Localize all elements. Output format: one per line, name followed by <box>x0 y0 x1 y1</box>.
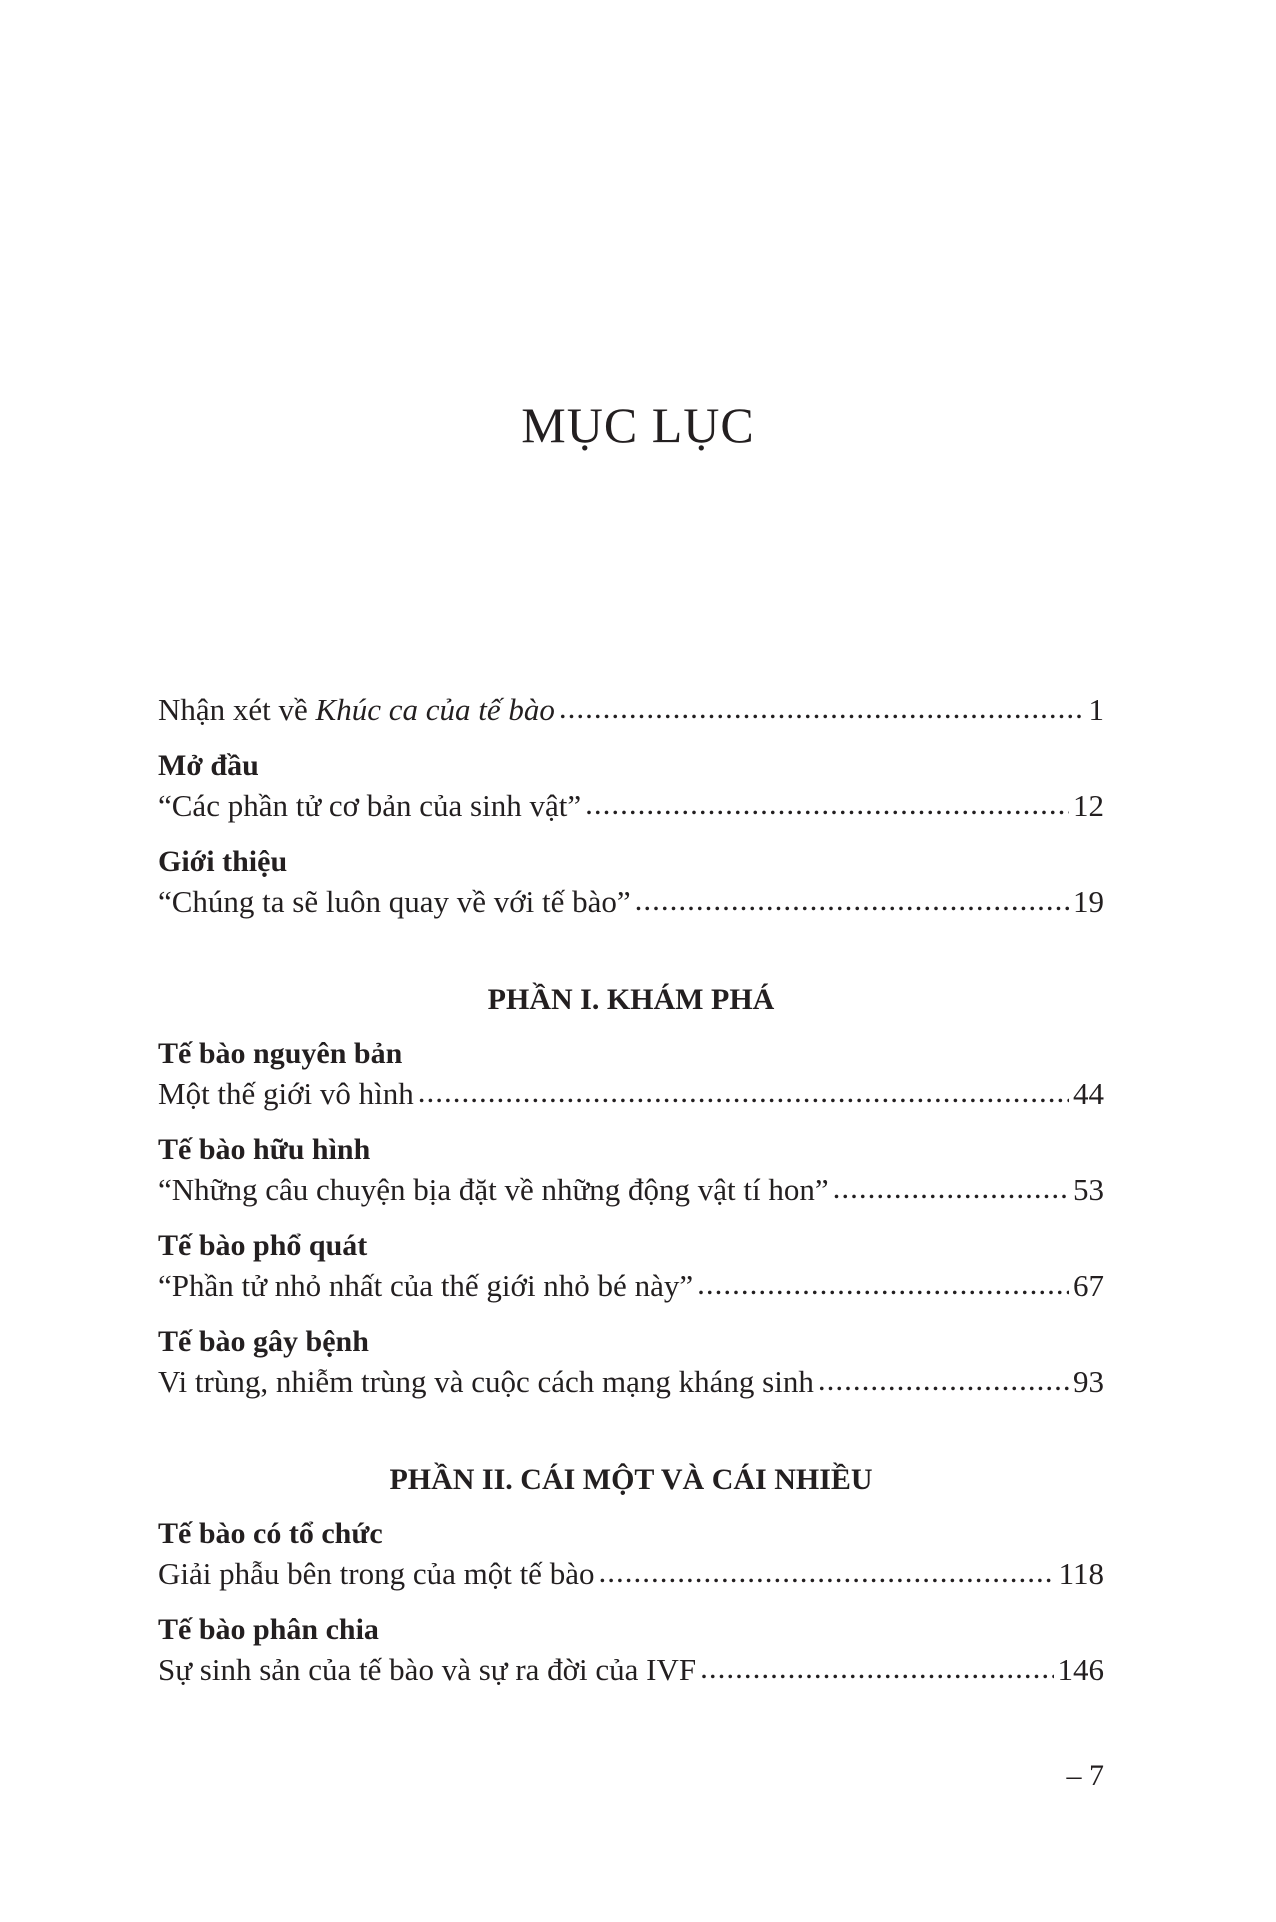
book-title-italic: Khúc ca của tế bào <box>315 692 555 727</box>
page-title: MỤC LỤC <box>521 397 755 453</box>
dot-leader <box>700 1648 1053 1688</box>
toc-entry[interactable] <box>158 1074 1104 1114</box>
page-number: – 7 <box>1066 1759 1104 1792</box>
dot-leader <box>418 1072 1069 1112</box>
toc-page-number: 1 <box>1088 692 1104 727</box>
toc-page-number: 118 <box>1058 1556 1104 1591</box>
dot-leader <box>598 1552 1054 1592</box>
toc-entry-text: “Phần tử nhỏ nhất của thế giới nhỏ bé này” <box>158 1268 694 1303</box>
toc-page-number: 93 <box>1073 1364 1104 1399</box>
toc-entry-gioi-thieu[interactable] <box>158 882 1104 922</box>
toc-entry-mo-dau[interactable] <box>158 786 1104 826</box>
dot-leader <box>833 1168 1069 1208</box>
toc-heading: Tế bào có tổ chức <box>158 1517 383 1550</box>
toc-heading-mo-dau: Mở đầu <box>158 749 259 782</box>
toc-page-number: 53 <box>1073 1172 1104 1207</box>
toc-entry-text: Một thế giới vô hình <box>158 1076 414 1111</box>
toc-entry[interactable] <box>158 1266 1104 1306</box>
toc-heading: Tế bào hữu hình <box>158 1133 371 1166</box>
toc-entry-text: “Chúng ta sẽ luôn quay về với tế bào” <box>158 884 631 919</box>
toc-entry[interactable] <box>158 1650 1104 1690</box>
toc-heading: Tế bào gây bệnh <box>158 1325 369 1358</box>
table-of-contents <box>158 690 1104 1690</box>
toc-heading: Tế bào phân chia <box>158 1613 379 1646</box>
dot-leader <box>559 688 1085 728</box>
dot-leader <box>585 784 1069 824</box>
toc-entry-reviews[interactable] <box>158 690 1104 730</box>
toc-heading: Tế bào nguyên bản <box>158 1037 403 1070</box>
toc-entry-text: Nhận xét về Khúc ca của tế bào <box>158 692 555 727</box>
toc-page-number: 44 <box>1073 1076 1104 1111</box>
toc-page-number: 19 <box>1073 884 1104 919</box>
dot-leader <box>697 1264 1069 1304</box>
toc-entry-text: “Những câu chuyện bịa đặt về những động vật tí hon” <box>158 1172 829 1207</box>
toc-page-number: 146 <box>1057 1652 1104 1687</box>
toc-heading-gioi-thieu: Giới thiệu <box>158 845 288 878</box>
toc-entry[interactable] <box>158 1362 1104 1402</box>
toc-heading: Tế bào phổ quát <box>158 1229 368 1262</box>
toc-entry-text: Sự sinh sản của tế bào và sự ra đời của IVF <box>158 1652 697 1687</box>
toc-page-number: 67 <box>1073 1268 1104 1303</box>
toc-entry-text: “Các phần tử cơ bản của sinh vật” <box>158 788 582 823</box>
toc-entry[interactable] <box>158 1170 1104 1210</box>
toc-entry-text: Vi trùng, nhiễm trùng và cuộc cách mạng kháng sinh <box>158 1364 814 1399</box>
dot-leader <box>635 880 1069 920</box>
toc-entry-text: Giải phẫu bên trong của một tế bào <box>158 1556 595 1591</box>
toc-entry[interactable] <box>158 1554 1104 1594</box>
part-title-2: PHẦN II. CÁI MỘT VÀ CÁI NHIỀU <box>389 1463 873 1496</box>
dot-leader <box>818 1360 1069 1400</box>
toc-page-number: 12 <box>1073 788 1104 823</box>
part-title-1: PHẦN I. KHÁM PHÁ <box>487 983 775 1016</box>
